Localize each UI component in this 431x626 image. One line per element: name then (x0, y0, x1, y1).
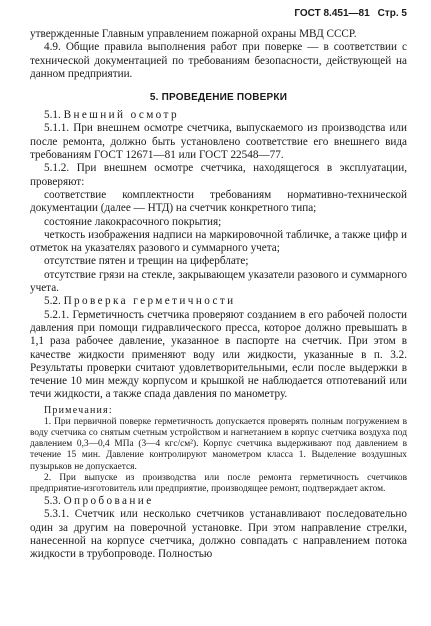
section-5: 5. ПРОВЕДЕНИЕ ПОВЕРКИ (149, 92, 288, 104)
document-body (30, 28, 407, 562)
subhead-number: 5.1. (44, 109, 64, 122)
sub-5-1 (30, 109, 407, 122)
page-number: Стр. 5 (377, 8, 407, 19)
subhead-text: Опробование (63, 495, 154, 508)
p-list-1: соответствие комплектности требованиям нормативно-технической документации (далее — НТД) на счетчик конкретного типа; (30, 188, 407, 215)
p-list-4: отсутствие пятен и трещин на циферблате; (44, 255, 249, 268)
p-5-3-1: 5.3.1. Счетчик или несколько счетчиков устанавливают последовательно один за другим на поверочной установке. При этом направление стрелки, нанесенной на корпусе счетчика, должно совпадать с направлением потока жидкости в трубопроводе. Полностью (30, 508, 407, 561)
standard-number: ГОСТ 8.451—81 (294, 8, 370, 19)
p-4-9: 4.9. Общие правила выполнения работ при поверке — в соответствии с технической документацией по требованиям безопасности, действующей на данном предприятии. (30, 41, 407, 80)
subhead-number: 5.3. (44, 495, 64, 508)
p-5-2-1: 5.2.1. Герметичность счетчика проверяют созданием в его рабочей полости давления при помощи гидравлического пресса, которое должно превышать в 1,1 раза рабочее давление, указанное в паспорте на счетчик. При этом в качестве жидкости применяют воду или жидкости, указанные в п. 3.2. Результаты проверки считают удовлетворительными, если после выдержки в течение 10 мин между корпусом и крышкой не наблюдается отпотеваний или течи жидкости, а также спада давления по манометру. (30, 308, 407, 401)
notes-title: Примечания: (44, 404, 113, 416)
p-5-1-1: 5.1.1. При внешнем осмотре счетчика, выпускаемого из производства или после ремонта, должно быть установлено соответствие его внешнего вида требованиям ГОСТ 12671—81 или ГОСТ 22548—77. (30, 122, 407, 162)
p-list-3: четкость изображения надписи на маркировочной табличке, а также цифр и отметок на указателях разового и суммарного учета; (30, 228, 407, 255)
page-header (294, 8, 407, 19)
p-list-5: отсутствие грязи на стекле, закрывающем указатели разового и суммарного учета. (30, 268, 407, 295)
subhead-text: Проверка герметичности (63, 295, 236, 308)
note-1: 1. При первичной поверке герметичность допускается проверять полным погружением в воду счетчика со снятым счетным устройством и нагнетанием в корпус счетчика воздуха под давлением 0,3—0,4 МПа (3—4 кгс/см²). Корпус счетчика выдерживают под давлением в течение 15 мин. Давление контролируют манометром класса 1. Выделение воздушных пузырьков не допускается. (30, 416, 407, 472)
subhead-text: Внешний осмотр (63, 109, 179, 122)
p-list-2: состояние лакокрасочного покрытия; (44, 215, 222, 228)
p-cont: утвержденные Главным управлением пожарной охраны МВД СССР. (30, 28, 357, 40)
sub-5-2 (30, 295, 407, 308)
p-5-1-2: 5.1.2. При внешнем осмотре счетчика, находящегося в эксплуатации, проверяют: (30, 162, 407, 188)
subhead-number: 5.2. (44, 295, 64, 308)
note-2: 2. При выпуске из производства или после ремонта герметичность счетчиков предприятие-изготовитель или предприятие, производящее ремонт, подтверждает актом. (30, 472, 407, 494)
sub-5-3 (30, 495, 407, 508)
